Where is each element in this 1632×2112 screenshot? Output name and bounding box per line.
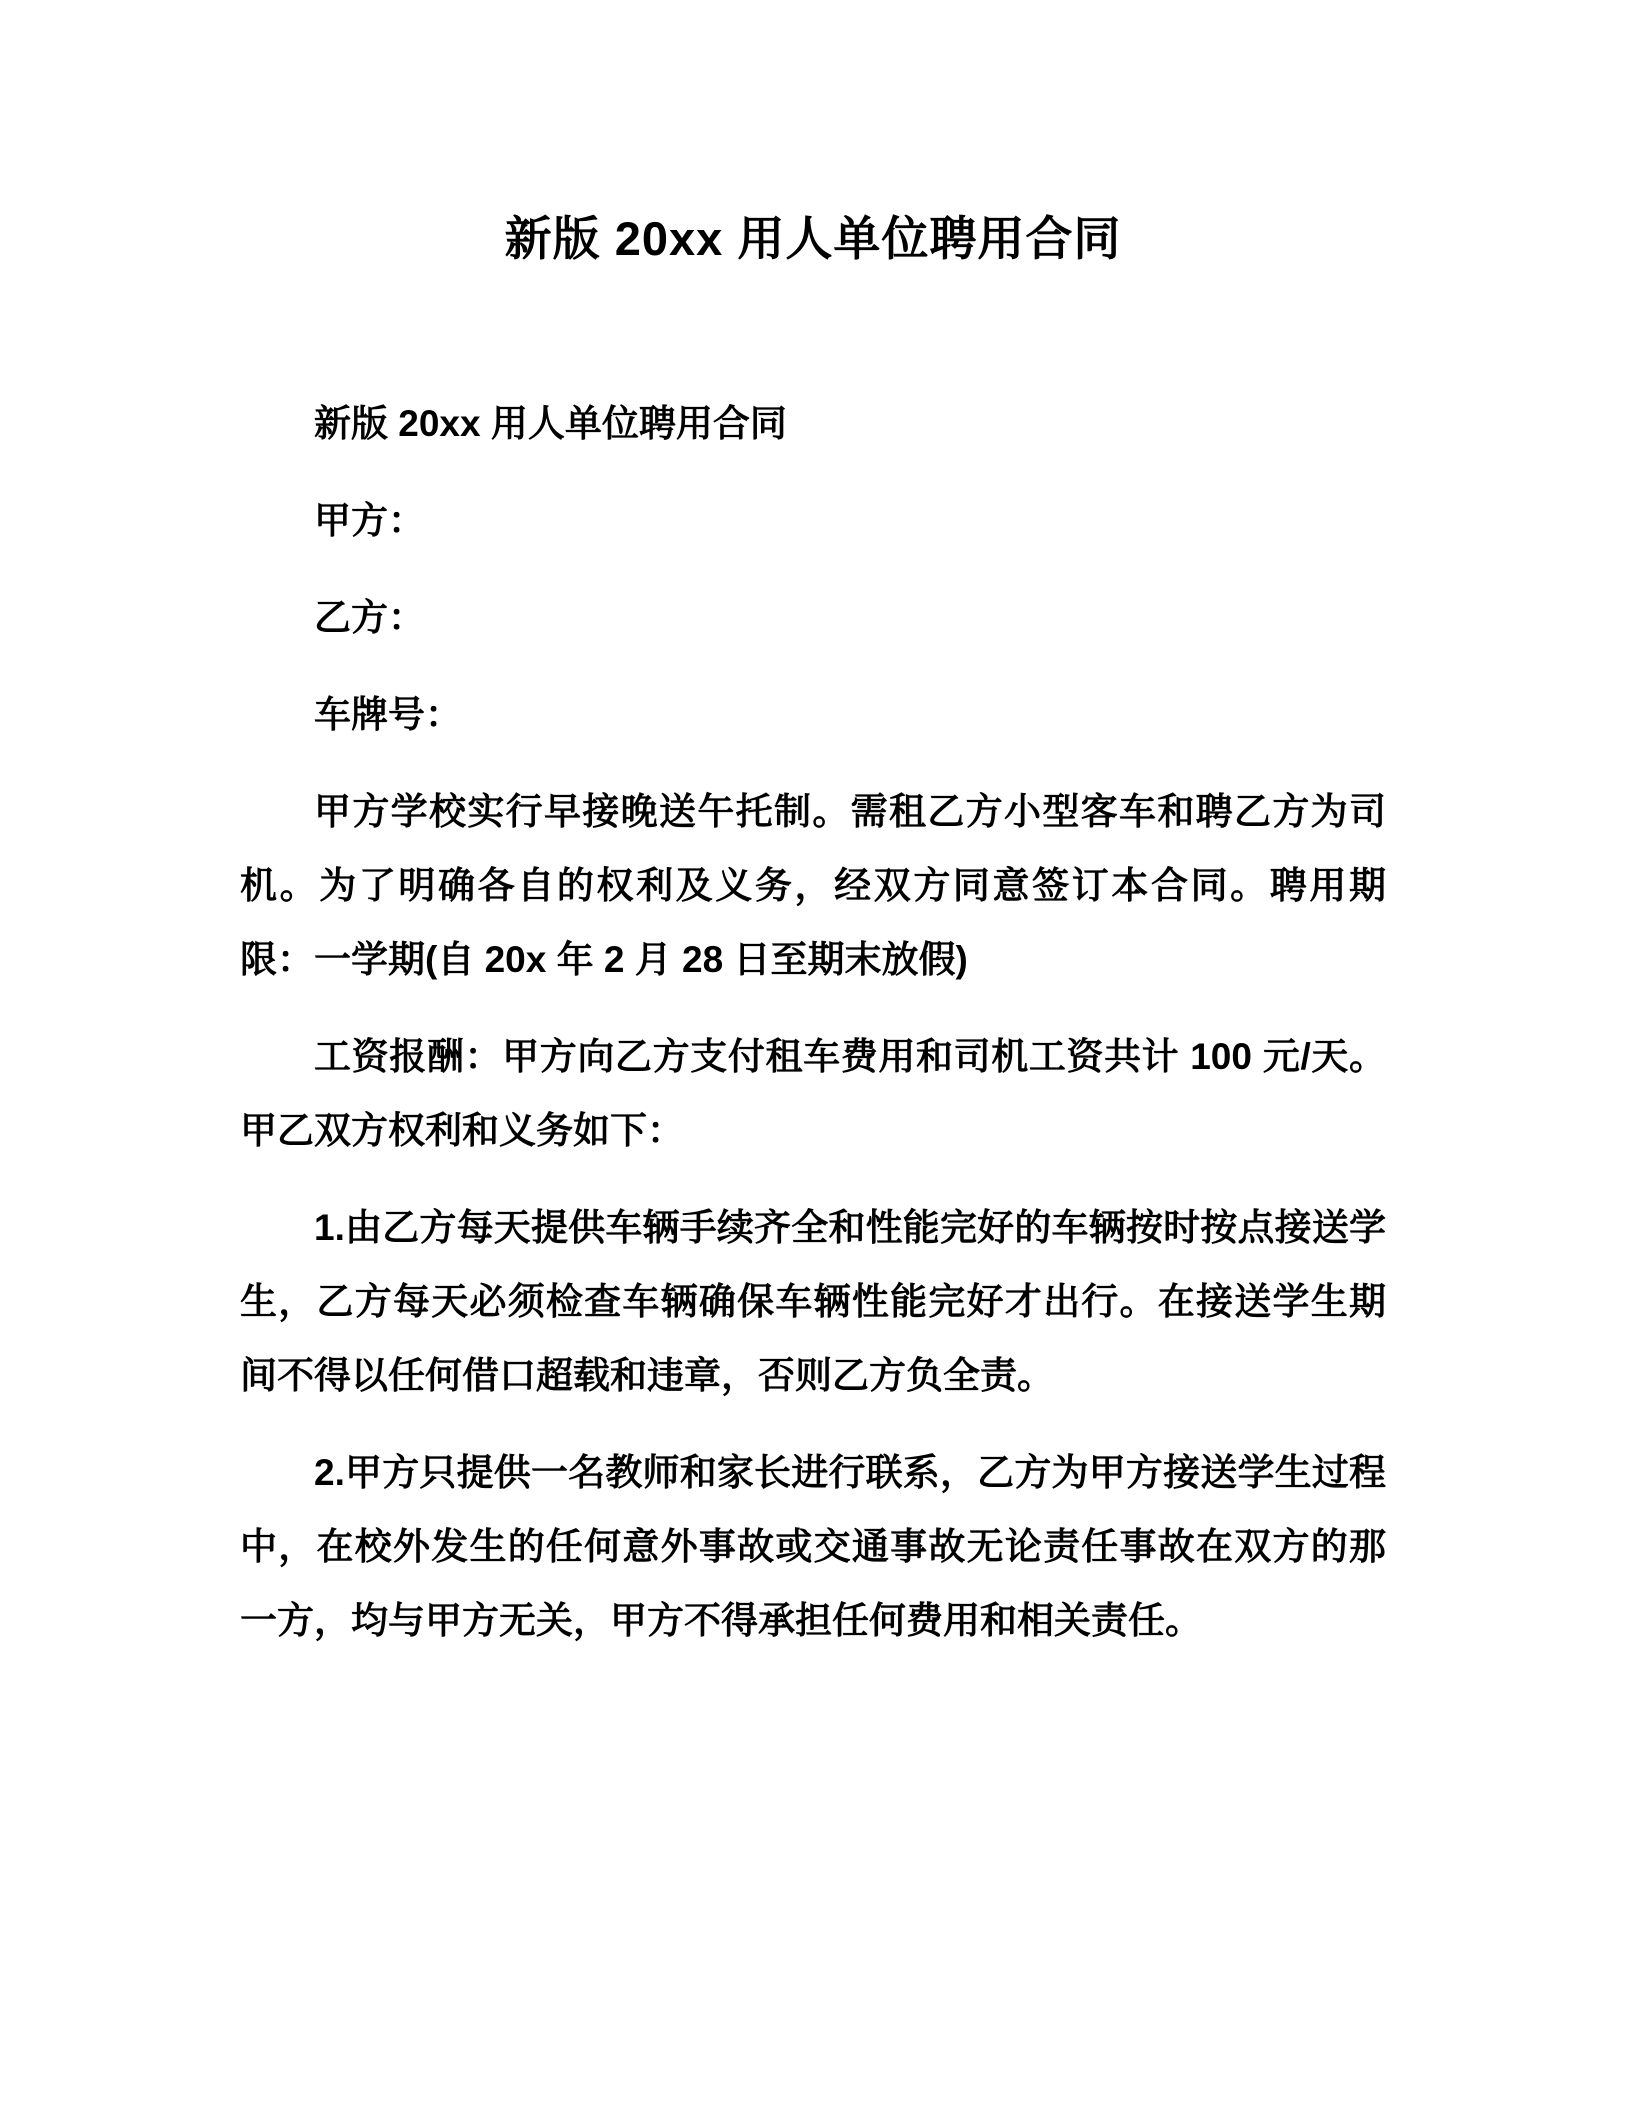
paragraph-plate-number: 车牌号： — [314, 694, 462, 736]
paragraph-clause-2: 2.甲方只提供一名教师和家长进行联系，乙方为甲方接送学生过程中，在校外发生的任何意外事故或交通事故无论责任事故在双方的那一方，均与甲方无关，甲方不得承担任何费用和相关责任。 — [240, 1452, 1386, 1642]
paragraph-salary: 工资报酬：甲方向乙方支付租车费用和司机工资共计 100 元/天。甲乙双方权利和义务如下： — [240, 1036, 1386, 1152]
paragraph-subtitle: 新版 20xx 用人单位聘用合同 — [314, 403, 787, 445]
document-title: 新版 20xx 用人单位聘用合同 — [504, 212, 1122, 265]
paragraph-intro: 甲方学校实行早接晚送午托制。需租乙方小型客车和聘乙方为司机。为了明确各自的权利及义务，经双方同意签订本合同。聘用期限：一学期(自 20x 年 2 月 28 日至期末放假) — [240, 791, 1386, 981]
paragraph-party-a: 甲方： — [314, 500, 425, 542]
paragraph-clause-1: 1.由乙方每天提供车辆手续齐全和性能完好的车辆按时按点接送学生，乙方每天必须检查车辆确保车辆性能完好才出行。在接送学生期间不得以任何借口超载和违章，否则乙方负全责。 — [240, 1207, 1386, 1397]
paragraph-party-b: 乙方： — [314, 597, 425, 639]
